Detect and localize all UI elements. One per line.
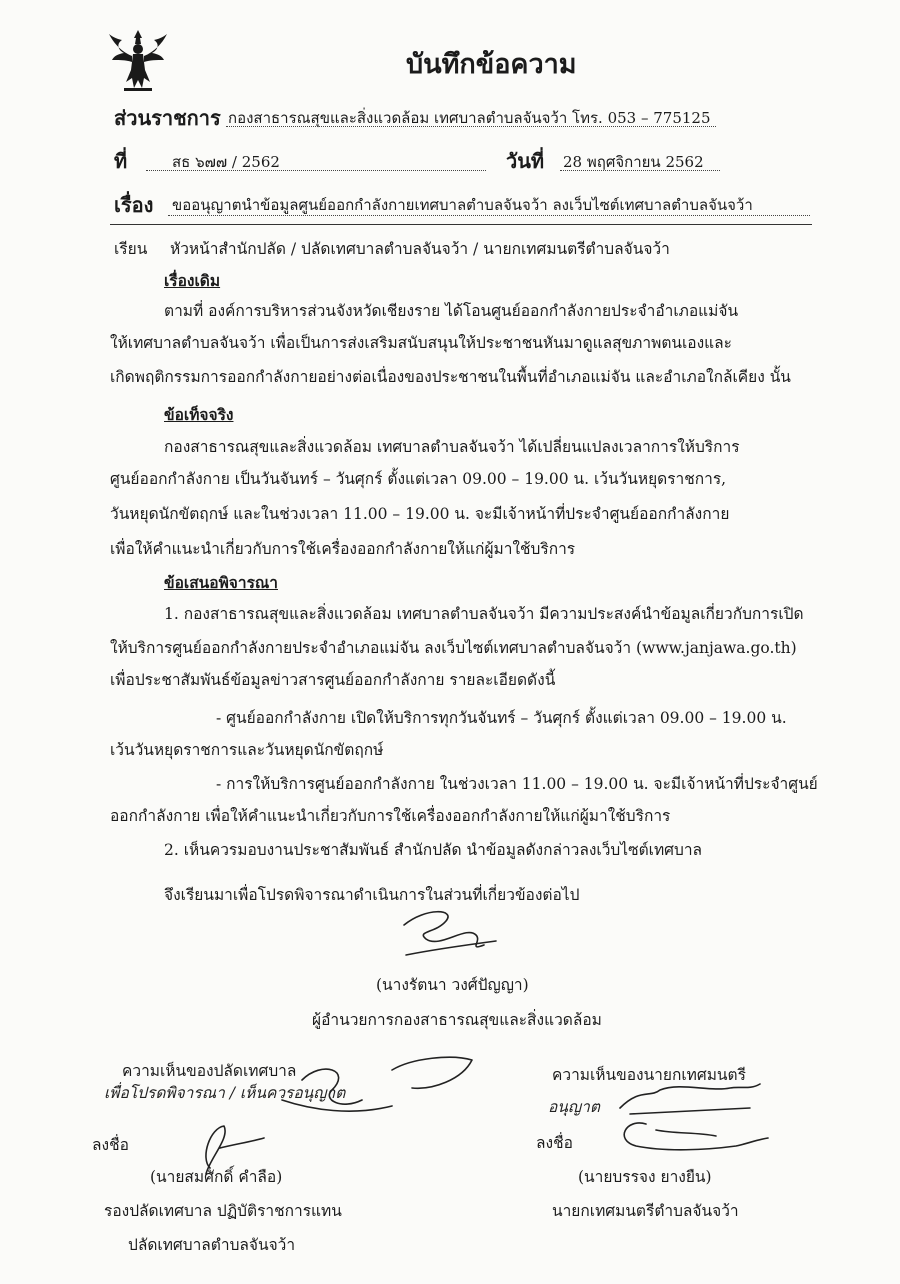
main-signer-name: (นางรัตนา วงศ์ปัญญา) (376, 976, 529, 994)
section-heading-proposal: ข้อเสนอพิจารณา (164, 573, 278, 592)
paragraph-line: - ศูนย์ออกกำลังกาย เปิดให้บริการทุกวันจันทร์ – วันศุกร์ ตั้งแต่เวลา 09.00 – 19.00 น. (216, 709, 787, 727)
main-signer-position: ผู้อำนวยการกองสาธารณสุขและสิ่งแวดล้อม (312, 1011, 602, 1029)
left-opinion-text: เพื่อโปรดพิจารณา / เห็นควรอนุญาต (104, 1084, 346, 1102)
paragraph-line: เพื่อให้คำแนะนำเกี่ยวกับการใช้เครื่องออกกำลังกายให้แก่ผู้มาใช้บริการ (110, 540, 576, 558)
page-title: บันทึกข้อความ (406, 49, 577, 80)
signature-right (606, 1110, 776, 1160)
left-signer-position-2: ปลัดเทศบาลตำบลจันจว้า (128, 1236, 296, 1254)
left-opinion-heading: ความเห็นของปลัดเทศบาล (122, 1062, 297, 1080)
paragraph-line: เพื่อประชาสัมพันธ์ข้อมูลข่าวสารศูนย์ออกกำลังกาย รายละเอียดดังนี้ (110, 671, 556, 689)
right-opinion-text: อนุญาต (548, 1098, 600, 1116)
paragraph-line: ให้เทศบาลตำบลจันจว้า เพื่อเป็นการส่งเสริมสนับสนุนให้ประชาชนหันมาดูแลสุขภาพตนเองและ (110, 334, 732, 352)
ref-label: ที่ (114, 149, 128, 173)
left-sign-label: ลงชื่อ (92, 1136, 129, 1154)
date-value: 28 พฤศจิกายน 2562 (563, 153, 704, 171)
subject-value: ขออนุญาตนำข้อมูลศูนย์ออกกำลังกายเทศบาลตำบลจันจว้า ลงเว็บไซต์เทศบาลตำบลจันจว้า (172, 196, 753, 214)
paragraph-line: - การให้บริการศูนย์ออกกำลังกาย ในช่วงเวลา 11.00 – 19.00 น. จะมีเจ้าหน้าที่ประจำศูนย์ (216, 775, 818, 793)
right-signer-position: นายกเทศมนตรีตำบลจันจว้า (552, 1202, 739, 1220)
paragraph-line: กองสาธารณสุขและสิ่งแวดล้อม เทศบาลตำบลจันจว้า ได้เปลี่ยนแปลงเวลาการให้บริการ (164, 438, 740, 456)
section-heading-background: เรื่องเดิม (164, 271, 221, 290)
left-signer-name: (นายสมศักดิ์ คำลือ) (150, 1168, 283, 1186)
agency-value: กองสาธารณสุขและสิ่งแวดล้อม เทศบาลตำบลจันจว้า โทร. 053 – 775125 (228, 109, 711, 127)
paragraph-line: เกิดพฤติกรรมการออกกำลังกายอย่างต่อเนื่องของประชาชนในพื้นที่อำเภอแม่จัน และอำเภอใกล้เคียง นั้น (110, 368, 791, 386)
agency-label: ส่วนราชการ (114, 106, 221, 130)
paragraph-line: 1. กองสาธารณสุขและสิ่งแวดล้อม เทศบาลตำบลจันจว้า มีความประสงค์นำข้อมูลเกี่ยวกับการเปิด (164, 605, 804, 623)
right-signer-name: (นายบรรจง ยางยืน) (578, 1168, 712, 1186)
ref-value: สธ ๖๗๗ / 2562 (172, 153, 280, 171)
paragraph-line: ตามที่ องค์การบริหารส่วนจังหวัดเชียงราย ได้โอนศูนย์ออกกำลังกายประจำอำเภอแม่จัน (164, 302, 739, 320)
salutation-value: หัวหน้าสำนักปลัด / ปลัดเทศบาลตำบลจันจว้า / นายกเทศมนตรีตำบลจันจว้า (170, 240, 670, 258)
paragraph-line: วันหยุดนักขัตฤกษ์ และในช่วงเวลา 11.00 – 19.00 น. จะมีเจ้าหน้าที่ประจำศูนย์ออกกำลังกาย (110, 505, 730, 523)
paragraph-line: ศูนย์ออกกำลังกาย เป็นวันจันทร์ – วันศุกร์ ตั้งแต่เวลา 09.00 – 19.00 น. เว้นวันหยุดราชการ, (110, 470, 727, 488)
paragraph-line: ออกกำลังกาย เพื่อให้คำแนะนำเกี่ยวกับการใช้เครื่องออกกำลังกายให้แก่ผู้มาใช้บริการ (110, 807, 671, 825)
paragraph-line: เว้นวันหยุดราชการและวันหยุดนักขัตฤกษ์ (110, 741, 384, 759)
paragraph-line: ให้บริการศูนย์ออกกำลังกายประจำอำเภอแม่จัน ลงเว็บไซต์เทศบาลตำบลจันจว้า (www.janjawa.go.th) (110, 639, 797, 657)
signature-main (396, 905, 506, 965)
salutation-label: เรียน (114, 240, 148, 258)
paragraph-line: 2. เห็นควรมอบงานประชาสัมพันธ์ สำนักปลัด นำข้อมูลดังกล่าวลงเว็บไซต์เทศบาล (164, 841, 703, 859)
right-opinion-heading: ความเห็นของนายกเทศมนตรี (552, 1066, 746, 1084)
garuda-emblem-icon (104, 26, 172, 94)
closing-line: จึงเรียนมาเพื่อโปรดพิจารณาดำเนินการในส่วนที่เกี่ยวข้องต่อไป (164, 886, 580, 904)
left-signer-position-1: รองปลัดเทศบาล ปฏิบัติราชการแทน (104, 1202, 342, 1220)
right-sign-label: ลงชื่อ (536, 1134, 573, 1152)
date-label: วันที่ (506, 149, 545, 173)
subject-label: เรื่อง (114, 193, 154, 217)
section-heading-facts: ข้อเท็จจริง (164, 405, 234, 424)
signature-opinion-left (92, 1040, 492, 1130)
